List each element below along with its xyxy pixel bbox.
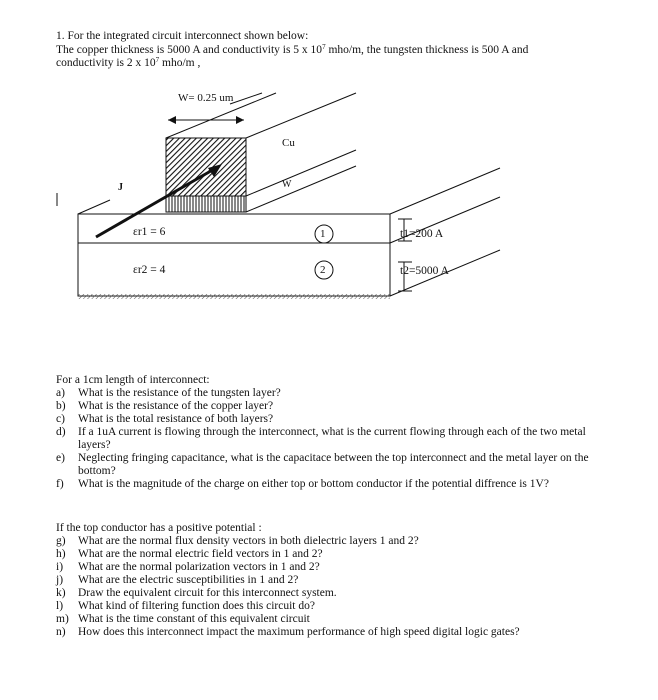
width-label: W= 0.25 um <box>178 92 234 104</box>
copper-layer <box>166 138 246 196</box>
question-c: c) What is the total resistance of both layers? <box>56 413 274 425</box>
tungsten-layer <box>166 196 246 212</box>
dielectric-layer-1 <box>78 214 390 243</box>
section-1-heading: For a 1cm length of interconnect: <box>56 374 210 386</box>
layer-2-marker: 2 <box>320 264 326 276</box>
question-i: i) What are the normal polarization vectors in 1 and 2? <box>56 561 320 573</box>
question-d: d) If a 1uA current is flowing through the interconnect, what is the current flowing through each of the two metal layers? <box>56 426 586 451</box>
question-f: f) What is the magnitude of the charge on either top or bottom conductor if the potential diffrence is 1V? <box>56 478 549 490</box>
section-2-heading: If the top conductor has a positive potential : <box>56 522 262 534</box>
question-b: b) What is the resistance of the copper layer? <box>56 400 274 412</box>
cu-label: Cu <box>282 137 295 149</box>
section-2 <box>56 522 618 639</box>
bottom-metal-layer <box>78 294 390 299</box>
tungsten-conductivity-text: conductivity is 2 x 10 <box>56 57 156 69</box>
copper-spec-text: The copper thickness is 5000 A and conductivity is 5 x 10 <box>56 43 323 56</box>
er2-label: εr2 = 4 <box>133 264 166 276</box>
layer-1-marker: 1 <box>320 228 326 240</box>
j-label: J <box>118 182 123 193</box>
er1-label: εr1 = 6 <box>133 226 166 238</box>
t2-label: t2=5000 A <box>400 265 449 277</box>
problem-title: 1. For the integrated circuit interconnect shown below: <box>56 30 309 42</box>
question-h: h) What are the normal electric field vectors in 1 and 2? <box>56 548 323 560</box>
question-m: m) What is the time constant of this equivalent circuit <box>56 613 310 625</box>
tungsten-spec-text: mho/m, the tungsten thickness is 500 A and <box>325 43 529 56</box>
unit-text: mho/m , <box>159 57 201 69</box>
tungsten-exponent: 7 <box>155 56 160 64</box>
question-e: e) Neglecting fringing capacitance, what is the capacitace between the top interconnect and the metal layer on the bottom? <box>56 452 589 477</box>
question-l: l) What kind of filtering function does this circuit do? <box>56 600 315 612</box>
t1-label: t1=200 A <box>400 228 444 240</box>
question-n: n) How does this interconnect impact the maximum performance of high speed digital logic gates? <box>56 626 520 638</box>
w-label: W <box>282 179 292 190</box>
copper-exponent: 7 <box>322 42 326 51</box>
dielectric-layer-2 <box>78 243 390 296</box>
question-a: a) What is the resistance of the tungsten layer? <box>56 387 281 399</box>
question-j: j) What are the electric susceptibilities in 1 and 2? <box>56 574 299 586</box>
question-k: k) Draw the equivalent circuit for this interconnect system. <box>56 587 337 599</box>
question-g: g) What are the normal flux density vectors in both dielectric layers 1 and 2? <box>56 535 419 547</box>
section-1 <box>56 374 618 491</box>
